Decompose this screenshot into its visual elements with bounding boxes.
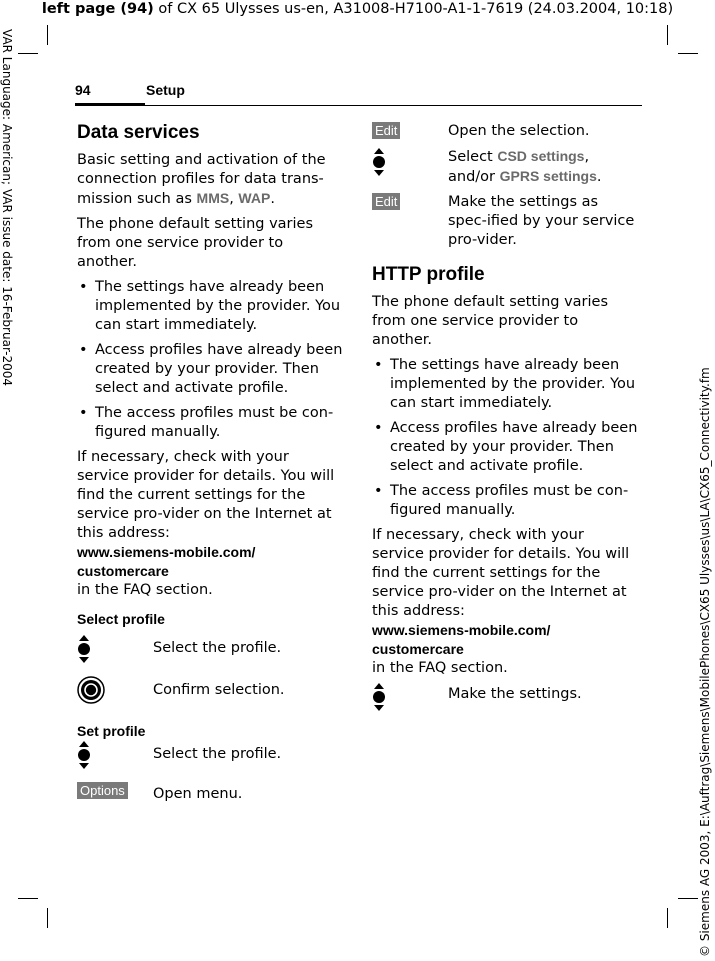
support-url: www.siemens-mobile.com/ customercare xyxy=(77,544,256,579)
side-note-left-text: VAR Language: American; VAR issue date: 16-Februar-2004 xyxy=(0,29,14,386)
header-rule xyxy=(145,105,642,106)
edit-softkey: Edit xyxy=(372,122,400,139)
default-setting-paragraph: The phone default setting varies from one service provider to another. xyxy=(77,216,314,270)
list-item: • The settings have already been implemented by the provider. You can start immediately. xyxy=(77,278,343,335)
faq-text: in the FAQ section. xyxy=(372,660,508,676)
step-row: Confirm selection. xyxy=(77,676,343,710)
edit-softkey: Edit xyxy=(372,193,400,210)
step-row: Options Open menu. xyxy=(77,782,343,804)
crop-mark xyxy=(18,53,38,54)
side-note-right-text: © Siemens AG 2003, E:\Auftrag\Siemens\MobilePhones\CX65 Ulysses\us\LA\CX65_Connectivity.fm xyxy=(698,367,712,957)
navigation-key-icon xyxy=(77,740,91,770)
check-provider-paragraph: If necessary, check with your service provider for details. You will find the current settings for the service pro-vider on the Internet at this address: xyxy=(77,449,335,541)
left-column xyxy=(77,122,343,812)
side-note-right xyxy=(695,340,715,960)
list-item: • Access profiles have already been created by your provider. Then select and activate profile. xyxy=(372,419,640,476)
step-row: Edit Make the settings as spec-ified by your service pro-vider. xyxy=(372,193,640,250)
crop-mark xyxy=(667,908,668,928)
check-provider-paragraph: If necessary, check with your service provider for details. You will find the current settings for the service pro-vider on the Internet at this address: xyxy=(372,527,630,619)
crop-mark xyxy=(678,898,698,899)
list-item: • The access profiles must be con-figured manually. xyxy=(77,404,343,442)
header-thick-rule xyxy=(75,103,145,106)
print-header-doc: of CX 65 Ulysses us-en, A31008-H7100-A1-1-7619 (24.03.2004, 10:18) xyxy=(153,1,674,17)
wap-term: WAP xyxy=(238,190,271,206)
select-profile-heading: Select profile xyxy=(77,611,165,627)
intro-paragraph: Basic setting and activation of the connection profiles for data trans-mission such as MMS, WAP. xyxy=(77,152,326,207)
data-services-title: Data services xyxy=(77,122,200,143)
crop-mark xyxy=(47,25,48,45)
page-section: Setup xyxy=(146,82,185,98)
crop-mark xyxy=(47,908,48,928)
crop-mark xyxy=(678,53,698,54)
center-key-icon xyxy=(77,676,105,704)
step-row: Edit Open the selection. xyxy=(372,122,640,141)
navigation-key-icon xyxy=(372,682,386,712)
navigation-key-icon xyxy=(372,147,386,177)
step-row: Select the profile. xyxy=(77,740,343,776)
list-item: • The settings have already been implemented by the provider. You can start immediately. xyxy=(372,356,640,413)
print-header xyxy=(0,0,715,18)
csd-settings-term: CSD settings xyxy=(497,148,585,164)
step-row: Select the profile. xyxy=(77,634,343,670)
navigation-key-icon xyxy=(77,634,91,664)
mms-term: MMS xyxy=(196,190,230,206)
list-item: • Access profiles have already been created by your provider. Then select and activate profile. xyxy=(77,341,343,398)
gprs-settings-term: GPRS settings xyxy=(499,168,597,184)
step-row: Make the settings. xyxy=(372,682,640,718)
page-number: 94 xyxy=(75,82,91,98)
list-item: • The access profiles must be con-figured manually. xyxy=(372,482,640,520)
http-profile-title: HTTP profile xyxy=(372,264,485,285)
default-setting-paragraph: The phone default setting varies from one service provider to another. xyxy=(372,294,609,348)
options-softkey: Options xyxy=(77,782,128,799)
crop-mark xyxy=(18,898,38,899)
step-row: Select CSD settings, and/or GPRS settings. xyxy=(372,147,640,187)
crop-mark xyxy=(667,25,668,45)
side-note-left xyxy=(0,29,17,412)
faq-text: in the FAQ section. xyxy=(77,582,213,598)
support-url: www.siemens-mobile.com/ customercare xyxy=(372,622,551,657)
set-profile-heading: Set profile xyxy=(77,723,146,739)
right-column xyxy=(372,122,640,726)
print-header-page: left page (94) xyxy=(41,1,154,17)
options-list xyxy=(77,278,343,442)
options-list xyxy=(372,356,640,520)
